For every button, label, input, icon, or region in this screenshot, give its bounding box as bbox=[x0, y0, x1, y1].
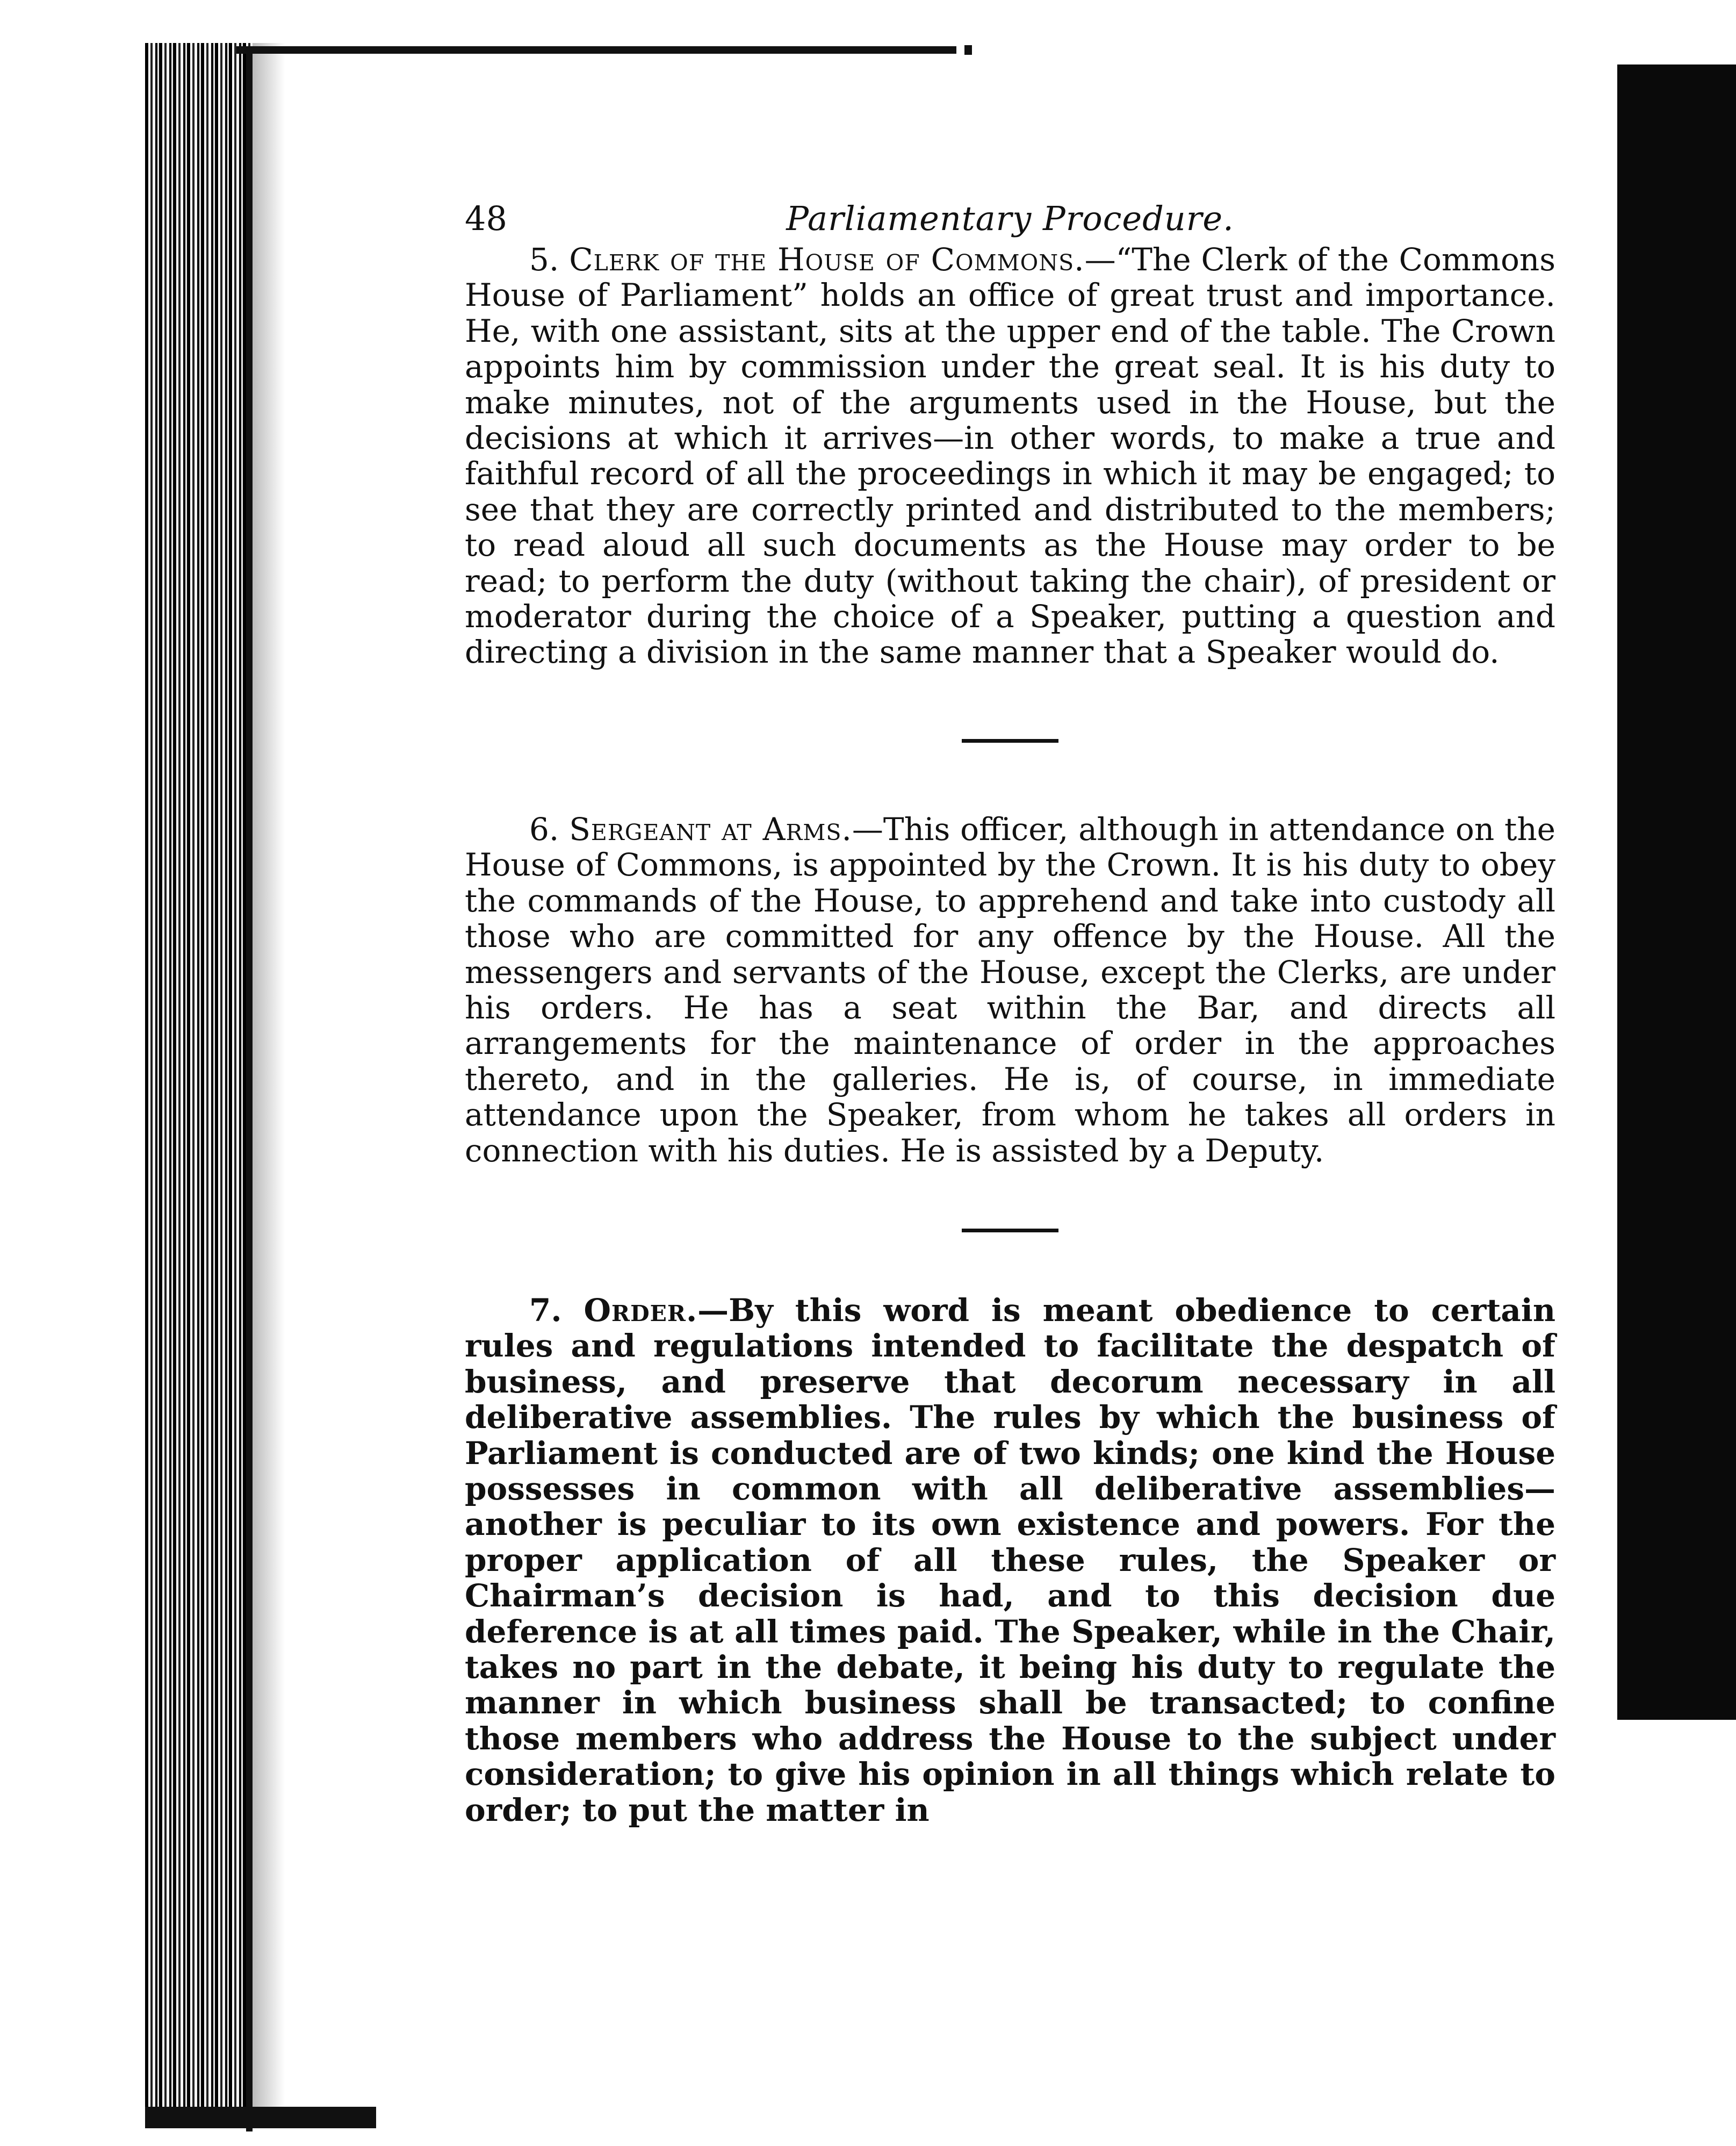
page-binding-edge bbox=[145, 43, 253, 2128]
section-6-heading: Sergeant at Arms. bbox=[569, 810, 852, 848]
section-5-number: 5. bbox=[529, 241, 559, 278]
top-border-rule bbox=[236, 46, 956, 54]
bottom-border-mark bbox=[145, 2107, 376, 2128]
section-7-body: —By this word is meant obedience to certain rules and regulations intended to facilitate the despatch of business, and preserve that decorum necessary in all deliberative assemblies. The rules by which the business of Parliament is conducted are of two kinds; one kind the House possesses in common with all deliberative assemblies—another is peculiar to its own existence and powers. For the proper application of all these rules, the Speaker or Chairman’s decision is had, and to this decision due deference is at all times paid. The Speaker, while in the Chair, takes no part in the debate, it being his duty to regulate the manner in which business shall be transacted; to confine those members who address the House to the subject under consideration; to give his opinion in all things which relate to order; to put the matter in bbox=[465, 1291, 1555, 1828]
top-rule-mark bbox=[964, 45, 972, 55]
section-7-heading: Order. bbox=[584, 1291, 698, 1329]
page-number: 48 bbox=[465, 199, 507, 238]
section-divider bbox=[962, 1229, 1058, 1232]
section-5-heading: Clerk of the House of Commons. bbox=[569, 241, 1085, 278]
section-6-body: —This officer, although in attendance on the House of Commons, is appointed by the Crown. It is his duty to obey the commands of the House, to apprehend and take into custody all those who are committed for any offence by the House. All the messengers and servants of the House, except the Clerks, are under his orders. He has a seat within the Bar, and directs all arrangements for the maintenance of order in the approaches thereto, and in the galleries. He is, of course, in immediate attendance upon the Speaker, from whom he takes all orders in connection with his duties. He is assisted by a Deputy. bbox=[465, 810, 1555, 1169]
running-header bbox=[465, 183, 1555, 242]
section-7-number: 7. bbox=[529, 1291, 562, 1329]
left-border-rule bbox=[246, 46, 253, 2131]
section-6-paragraph bbox=[465, 812, 1555, 1168]
right-scan-bar bbox=[1617, 64, 1736, 1720]
section-divider bbox=[962, 739, 1058, 743]
section-5-body: —“The Clerk of the Commons House of Parliament” holds an office of great trust and importance. He, with one assistant, sits at the upper end of the table. The Crown appoints him by commission under the great seal. It is his duty to make minutes, not of the arguments used in the House, but the decisions at which it arrives—in other words, to make a true and faithful record of all the proceedings in which it may be engaged; to see that they are correctly printed and distributed to the members; to read aloud all such documents as the House may order to be read; to perform the duty (without taking the chair), of president or moderator during the choice of a Speaker, putting a question and directing a division in the same manner that a Speaker would do. bbox=[465, 241, 1555, 671]
running-title: Parliamentary Procedure. bbox=[786, 199, 1234, 238]
section-7-paragraph bbox=[465, 1293, 1555, 1828]
page-content bbox=[465, 183, 1555, 1828]
section-5-paragraph bbox=[465, 242, 1555, 670]
section-6-number: 6. bbox=[529, 810, 559, 848]
binding-shadow bbox=[253, 43, 285, 2128]
